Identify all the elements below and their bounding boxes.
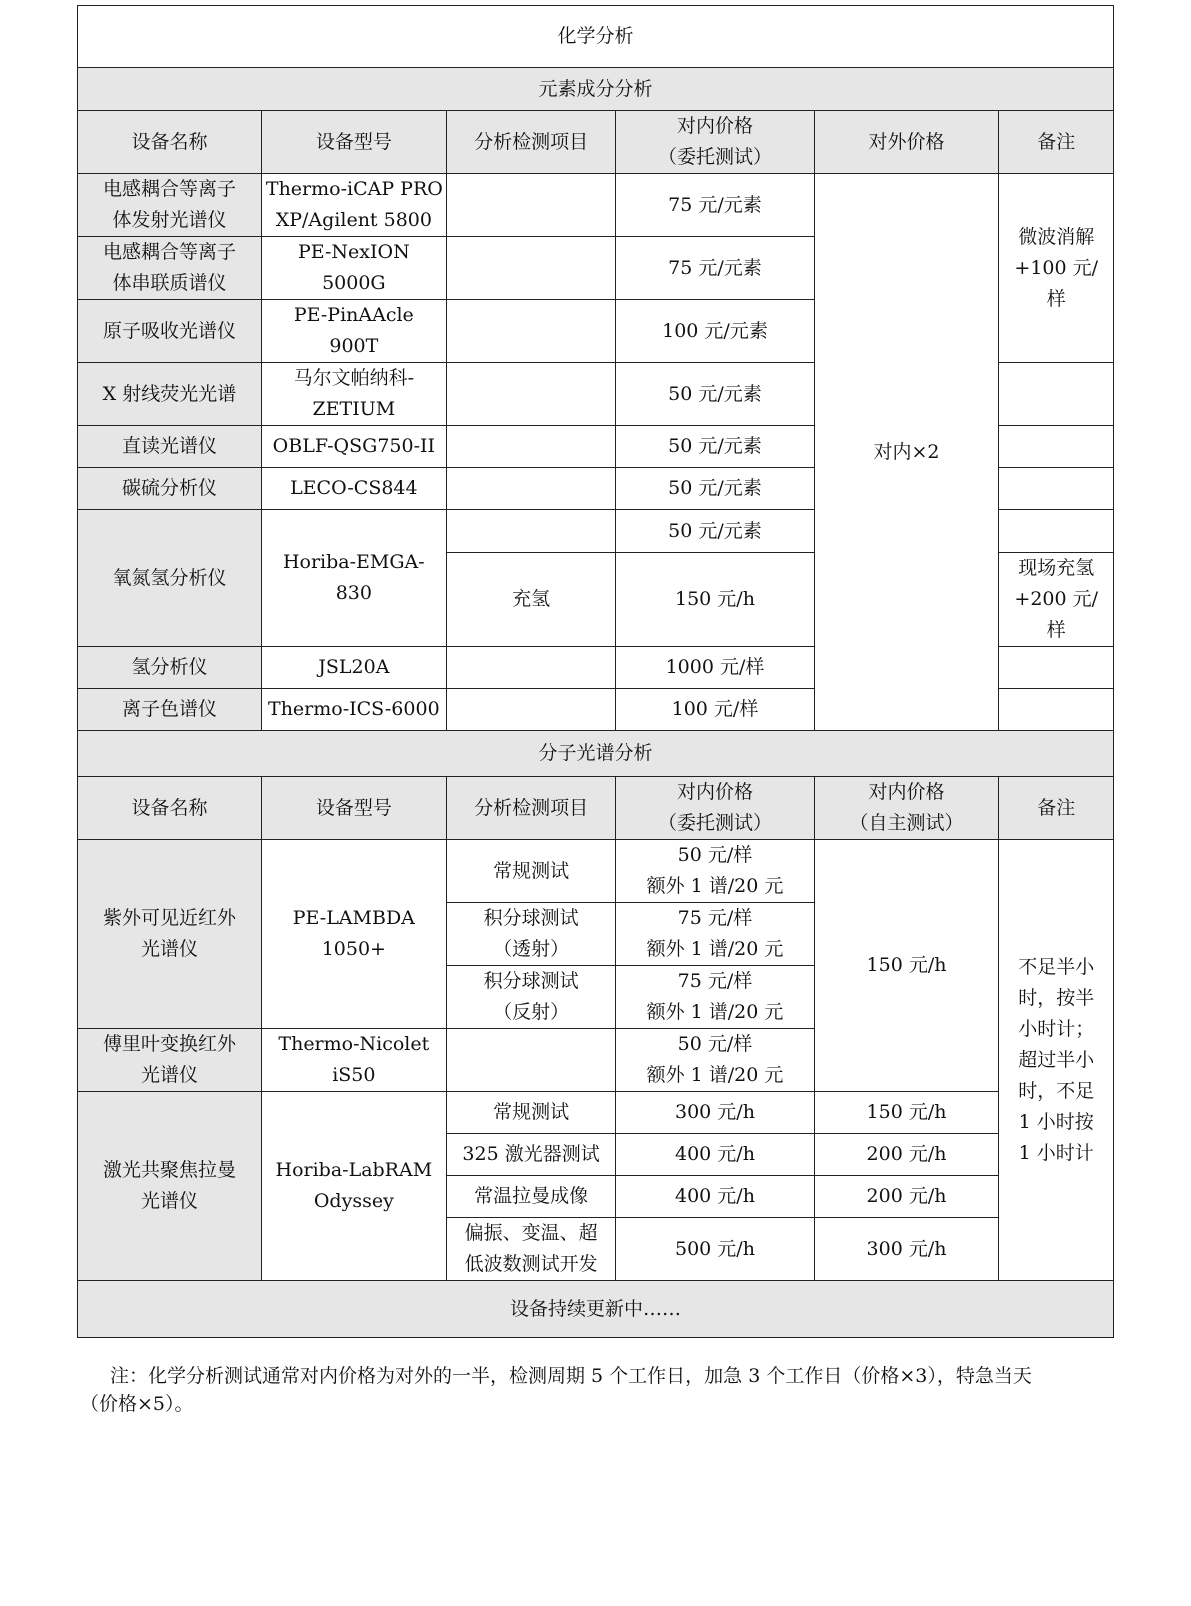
remark xyxy=(999,363,1114,426)
price-line: 50 元/样 xyxy=(677,1033,753,1055)
model-line: XP/Agilent 5800 xyxy=(275,209,432,231)
name-line: 电感耦合等离子 xyxy=(102,241,236,263)
name-line: 体发射光谱仪 xyxy=(112,209,227,231)
internal-price xyxy=(616,903,814,966)
remark-line: +100 元/ xyxy=(1014,256,1099,279)
remark-line: 时，不足 xyxy=(1018,1079,1095,1102)
device-name: X 射线荧光光谱 xyxy=(78,363,262,426)
col-header-name: 设备名称 xyxy=(78,777,262,840)
self-price: 300 元/h xyxy=(814,1218,999,1281)
test-item xyxy=(446,426,616,468)
model-line: PE-PinAAcle xyxy=(293,304,414,326)
name-line: 光谱仪 xyxy=(140,938,198,960)
remark-line: 时，按半 xyxy=(1018,986,1095,1009)
internal-price xyxy=(616,1029,814,1092)
section-molecular-heading: 分子光谱分析 xyxy=(78,731,1114,777)
header-line: 对内价格 xyxy=(676,115,753,137)
remark xyxy=(999,689,1114,731)
device-name xyxy=(78,237,262,300)
test-item: 充氢 xyxy=(446,553,616,647)
internal-price: 100 元/元素 xyxy=(616,300,814,363)
price-line: 额外 1 谱/20 元 xyxy=(646,875,784,897)
device-name xyxy=(78,1092,262,1281)
device-model xyxy=(261,174,446,237)
remark-line: 微波消解 xyxy=(1018,225,1095,248)
test-item xyxy=(446,903,616,966)
device-model: PE-NexION 5000G xyxy=(261,237,446,300)
name-line: 傅里叶变换红外 xyxy=(102,1033,236,1055)
col-header-item: 分析检测项目 xyxy=(446,111,616,174)
self-price: 150 元/h xyxy=(814,1092,999,1134)
section-elemental-heading: 元素成分分析 xyxy=(78,68,1114,111)
price-line: 75 元/样 xyxy=(677,907,753,929)
model-line: Thermo-Nicolet xyxy=(278,1033,430,1055)
device-model xyxy=(261,300,446,363)
device-name: 氢分析仪 xyxy=(78,647,262,689)
test-item xyxy=(446,689,616,731)
model-line: 900T xyxy=(329,335,379,357)
remark xyxy=(999,468,1114,510)
remark-line: 样 xyxy=(1046,619,1066,641)
table-footer: 设备持续更新中…… xyxy=(78,1281,1114,1338)
page-title: 化学分析 xyxy=(78,6,1114,68)
test-item xyxy=(446,1029,616,1092)
remark-line: 超过半小 xyxy=(1018,1048,1095,1071)
device-name: 离子色谱仪 xyxy=(78,689,262,731)
test-item: 常规测试 xyxy=(446,1092,616,1134)
test-item xyxy=(446,468,616,510)
device-name xyxy=(78,840,262,1029)
col-header-self xyxy=(814,777,999,840)
col-header-item: 分析检测项目 xyxy=(446,777,616,840)
remark-line: 小时计； xyxy=(1018,1017,1095,1040)
name-line: 体串联质谱仪 xyxy=(112,272,227,294)
price-line: 75 元/样 xyxy=(677,970,753,992)
internal-price: 50 元/元素 xyxy=(616,510,814,553)
name-line: 光谱仪 xyxy=(140,1064,198,1086)
test-item xyxy=(446,363,616,426)
col-header-name: 设备名称 xyxy=(78,111,262,174)
test-item: 325 激光器测试 xyxy=(446,1134,616,1176)
price-line: 50 元/样 xyxy=(677,844,753,866)
model-line: Horiba-LabRAM xyxy=(275,1159,433,1181)
device-model: Horiba-EMGA-830 xyxy=(261,510,446,647)
test-item xyxy=(446,174,616,237)
test-item xyxy=(446,237,616,300)
internal-price: 400 元/h xyxy=(616,1176,814,1218)
test-item xyxy=(446,966,616,1029)
item-line: （反射） xyxy=(493,1001,570,1023)
self-price: 200 元/h xyxy=(814,1134,999,1176)
footnote-line: （价格×5）。 xyxy=(80,1393,194,1415)
footnote xyxy=(80,1362,1120,1418)
device-model: Thermo-ICS-6000 xyxy=(261,689,446,731)
model-line: iS50 xyxy=(332,1064,376,1086)
internal-price: 500 元/h xyxy=(616,1218,814,1281)
internal-price: 75 元/元素 xyxy=(616,174,814,237)
table-row xyxy=(78,840,1114,903)
col-header-model: 设备型号 xyxy=(261,111,446,174)
price-line: 额外 1 谱/20 元 xyxy=(646,938,784,960)
external-price: 对内×2 xyxy=(814,174,999,731)
price-line: 额外 1 谱/20 元 xyxy=(646,1001,784,1023)
col-header-remark: 备注 xyxy=(999,111,1114,174)
remark-line: 1 小时按 xyxy=(1018,1110,1094,1133)
device-name: 氧氮氢分析仪 xyxy=(78,510,262,647)
model-line: Odyssey xyxy=(313,1190,394,1212)
item-line: 低波数测试开发 xyxy=(464,1253,598,1275)
device-model xyxy=(261,1029,446,1092)
price-document xyxy=(77,5,1114,1338)
remark xyxy=(999,426,1114,468)
col-header-model: 设备型号 xyxy=(261,777,446,840)
remark-hydrogen xyxy=(999,553,1114,647)
test-item: 常规测试 xyxy=(446,840,616,903)
self-price: 150 元/h xyxy=(814,840,999,1092)
name-line: 光谱仪 xyxy=(140,1190,198,1212)
test-item: 常温拉曼成像 xyxy=(446,1176,616,1218)
device-model xyxy=(261,1092,446,1281)
internal-price xyxy=(616,966,814,1029)
device-name: 碳硫分析仪 xyxy=(78,468,262,510)
internal-price: 75 元/元素 xyxy=(616,237,814,300)
internal-price xyxy=(616,840,814,903)
header-line: （自主测试） xyxy=(849,812,964,834)
test-item xyxy=(446,647,616,689)
col-header-external: 对外价格 xyxy=(814,111,999,174)
internal-price: 300 元/h xyxy=(616,1092,814,1134)
item-line: 积分球测试 xyxy=(483,970,579,992)
model-line: 马尔文帕纳科- xyxy=(293,367,415,389)
internal-price: 100 元/样 xyxy=(616,689,814,731)
price-line: 额外 1 谱/20 元 xyxy=(646,1064,784,1086)
internal-price: 50 元/元素 xyxy=(616,426,814,468)
name-line: 电感耦合等离子 xyxy=(102,178,236,200)
test-item xyxy=(446,510,616,553)
item-line: 积分球测试 xyxy=(483,907,579,929)
header-line: （委托测试） xyxy=(657,812,772,834)
remark xyxy=(999,510,1114,553)
internal-price: 150 元/h xyxy=(616,553,814,647)
internal-price: 1000 元/样 xyxy=(616,647,814,689)
remark-time xyxy=(999,840,1114,1281)
header-line: 对内价格 xyxy=(868,781,945,803)
test-item xyxy=(446,300,616,363)
remark-line: +200 元/ xyxy=(1014,588,1099,610)
device-model: PE-LAMBDA 1050+ xyxy=(261,840,446,1029)
header-line: 对内价格 xyxy=(676,781,753,803)
device-model xyxy=(261,363,446,426)
remark-line: 样 xyxy=(1046,287,1066,310)
item-line: 偏振、变温、超 xyxy=(464,1222,598,1244)
model-line: Thermo-iCAP PRO xyxy=(265,178,443,200)
device-name: 直读光谱仪 xyxy=(78,426,262,468)
footnote-line: 注：化学分析测试通常对内价格为对外的一半，检测周期 5 个工作日，加急 3 个工作日（价格×3），特急当天 xyxy=(110,1365,1032,1387)
device-name: 原子吸收光谱仪 xyxy=(78,300,262,363)
self-price: 200 元/h xyxy=(814,1176,999,1218)
remark-line: 1 小时计 xyxy=(1018,1141,1094,1164)
name-line: 紫外可见近红外 xyxy=(102,907,236,929)
col-header-internal xyxy=(616,777,814,840)
internal-price: 400 元/h xyxy=(616,1134,814,1176)
item-line: （透射） xyxy=(493,938,570,960)
chemical-analysis-table xyxy=(77,5,1114,1338)
internal-price: 50 元/元素 xyxy=(616,468,814,510)
device-model: OBLF-QSG750-II xyxy=(261,426,446,468)
device-name xyxy=(78,174,262,237)
remark-line: 不足半小 xyxy=(1018,955,1095,978)
remark-line: 现场充氢 xyxy=(1018,557,1095,579)
col-header-internal xyxy=(616,111,814,174)
name-line: 激光共聚焦拉曼 xyxy=(102,1159,236,1181)
internal-price: 50 元/元素 xyxy=(616,363,814,426)
col-header-remark: 备注 xyxy=(999,777,1114,840)
device-name xyxy=(78,1029,262,1092)
device-model: JSL20A xyxy=(261,647,446,689)
header-line: （委托测试） xyxy=(657,146,772,168)
remark xyxy=(999,647,1114,689)
table-row xyxy=(78,174,1114,237)
model-line: ZETIUM xyxy=(312,398,396,420)
test-item xyxy=(446,1218,616,1281)
table-row xyxy=(78,1092,1114,1134)
remark-digestion xyxy=(999,174,1114,363)
device-model: LECO-CS844 xyxy=(261,468,446,510)
